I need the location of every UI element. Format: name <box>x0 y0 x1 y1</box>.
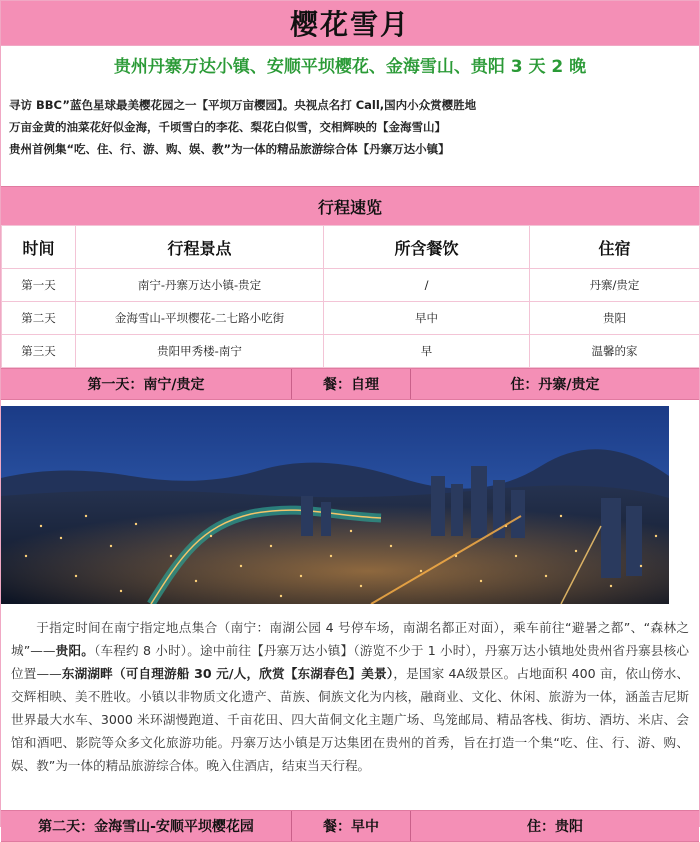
overview-header <box>1 186 699 225</box>
cell-day: 第一天 <box>2 269 76 302</box>
day2-title: 第二天：金海雪山-安顺平坝樱花园 <box>38 819 254 835</box>
table-row <box>2 269 700 302</box>
day1-stay: 住：丹寨/贵定 <box>410 369 699 399</box>
cell-route: 南宁-丹寨万达小镇-贵定 <box>76 269 324 302</box>
page-title: 樱花雪月 <box>289 8 410 41</box>
title-bar <box>1 1 699 45</box>
cell-lodging: 贵阳 <box>530 302 700 335</box>
table-row <box>2 335 700 368</box>
table-row <box>2 302 700 335</box>
cell-lodging: 温馨的家 <box>530 335 700 368</box>
col-header-time: 时间 <box>2 226 76 269</box>
day1-meal: 餐：自理 <box>291 369 410 399</box>
table-header-row <box>2 226 700 269</box>
day1-header <box>1 368 699 400</box>
day1-title: 第一天：南宁/贵定 <box>87 377 205 393</box>
day2-stay: 住：贵阳 <box>410 811 699 841</box>
col-header-lodging: 住宿 <box>530 226 700 269</box>
city-night-photo <box>1 406 669 604</box>
cell-route: 金海雪山-平坝樱花-二七路小吃街 <box>76 302 324 335</box>
cell-day: 第三天 <box>2 335 76 368</box>
overview-table <box>1 225 700 368</box>
page-subtitle: 贵州丹寨万达小镇、安顺平坝樱花、金海雪山、贵阳 3 天 2 晚 <box>113 56 587 77</box>
cell-day: 第二天 <box>2 302 76 335</box>
col-header-meals: 所含餐饮 <box>324 226 530 269</box>
highlight-line: 贵州首例集“吃、住、行、游、购、娱、教”为一体的精品旅游综合体【丹寨万达小镇】 <box>9 142 450 156</box>
col-header-route: 行程景点 <box>76 226 324 269</box>
cell-lodging: 丹寨/贵定 <box>530 269 700 302</box>
highlight-line: 万亩金黄的油菜花好似金海，千顷雪白的李花、梨花白似雪，交相辉映的【金海雪山】 <box>9 120 446 134</box>
cell-route: 贵阳甲秀楼-南宁 <box>76 335 324 368</box>
day2-meal: 餐：早中 <box>291 811 410 841</box>
cell-meals: / <box>324 269 530 302</box>
subtitle-bar <box>1 45 699 82</box>
cell-meals: 早 <box>324 335 530 368</box>
day1-description: 于指定时间在南宁指定地点集合（南宁：南湖公园 4 号停车场，南湖名都正对面），乘车前往“避暑之都”、“森林之城”——贵阳。（车程约 8 小时）。途中前往【丹寨万达小镇】（游览不少于 1 小时），丹寨万达小镇地处贵州省丹寨县核心位置——东湖湖畔（可自理游船 30 元/人，欣赏【东湖春色】美景），是国家 4A级景区。占地面积 400 亩，依山傍水、交辉相映、美不胜收。小镇以非物质文化遗产、苗族、侗族文化为内核，融商业、文化、休闲、旅游为一体，涵盖吉尼斯世界最大水车、3000 米环湖慢跑道、千亩花田、四大苗侗文化主题广场、鸟笼邮局、精品客栈、街坊、酒坊、米店、会馆和酒吧、影院等众多文化旅游功能。丹寨万达小镇是万达集团在贵州的首秀，旨在打造一个集“吃、住、行、游、购、娱、教”为一体的精品旅游综合体。晚入住酒店，结束当天行程。 <box>11 620 690 773</box>
day2-header <box>1 810 699 842</box>
highlight-line: 寻访 BBC”蓝色星球最美樱花园之一【平坝万亩樱园】。央视点名打 Call,国内小众赏樱胜地 <box>9 98 477 112</box>
cell-meals: 早中 <box>324 302 530 335</box>
intro-highlights <box>1 82 699 168</box>
overview-title: 行程速览 <box>317 197 382 217</box>
